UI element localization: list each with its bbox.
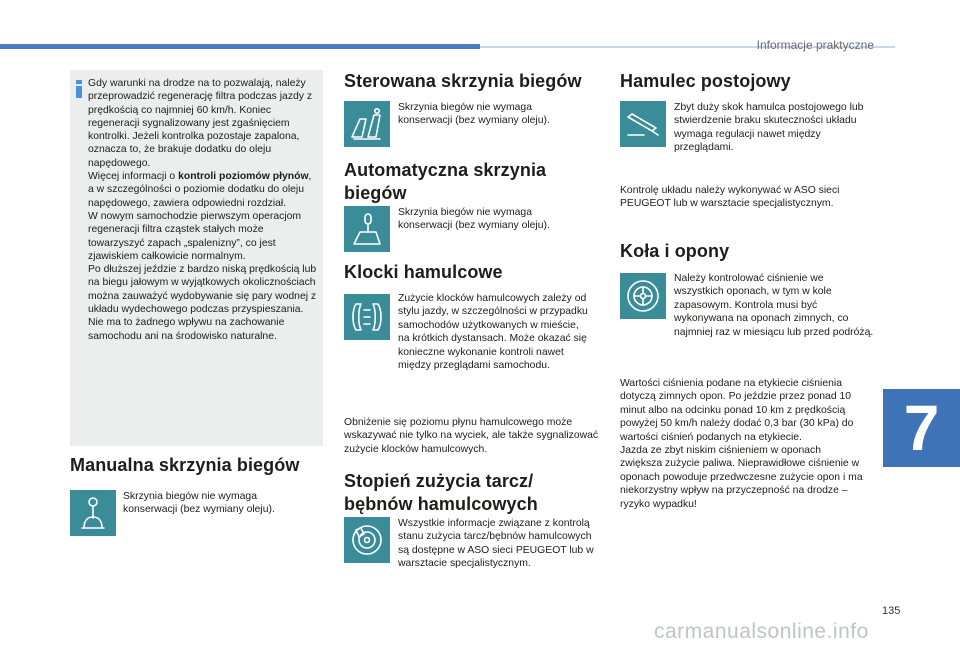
brake-pads-text: Zużycie klocków hamulcowych zależy od stylu jazdy, w szczególności w przypadku samochodów użytkowanych w mieście, na krótkich dystansach. Może okazać się konieczne wykonanie kontroli nawet między przeglądami samochodu. (398, 293, 588, 372)
wheel-icon (620, 273, 666, 319)
info-paragraph-4: Po dłuższej jeździe z bardzo niską prędkością lub na biegu jałowym w wyjątkowych okolicznościach można zauważyć wydobywanie się pary wodnej z układu wydechowego podczas przyspieszania. Nie ma to żadnego wpływu na zachowanie samochodu ani na środowisko naturalne. (88, 264, 317, 342)
info-icon (76, 80, 82, 98)
watermark: carmanualsonline.info (654, 620, 869, 643)
manual-gearbox-icon (70, 490, 116, 536)
automatic-gearbox-text: Skrzynia biegów nie wymaga konserwacji (bez wymiany oleju). (398, 207, 550, 232)
page-number: 135 (882, 605, 901, 617)
brake-pads-heading: Klocki hamulcowe (344, 262, 503, 282)
brake-pads-icon (344, 294, 390, 340)
section-number-tab: 7 (883, 389, 960, 467)
disc-wear-text: Wszystkie informacje związane z kontrolą stanu zużycia tarcz/bębnów hamulcowych są dostępne w ASO sieci PEUGEOT lub w warsztacie specjalistycznym. (398, 518, 594, 570)
tyre-risk-note: Jazda ze zbyt niskim ciśnieniem w oponach zwiększa zużycie paliwa. Nieprawidłowe ciśnienie w oponach powoduje przedwczesne zużycie opon i ma niekorzystny wpływ na przyczepność na drodze – ryzyko wypadku! (620, 445, 863, 510)
brake-disc-icon (344, 517, 390, 563)
controlled-gearbox-heading: Sterowana skrzynia biegów (344, 71, 582, 91)
parking-brake-text: Zbyt duży skok hamulca postojowego lub stwierdzenie braku skuteczności układu wymaga regulacji nawet między przeglądami. (674, 102, 864, 154)
tyre-pressure-note: Wartości ciśnienia podane na etykiecie ciśnienia dotyczą zimnych opon. Po jeździe przez ponad 10 minut albo na odcinku ponad 10 km z prędkością powyżej 50 km/h należy dodać 0,3 bar (30 kPa) do wartości ciśnień podanych na etykiecie. (620, 378, 854, 443)
controlled-gearbox-icon (344, 101, 390, 147)
parking-brake-icon (620, 101, 666, 147)
info-paragraph-2: Więcej informacji o kontroli poziomów płynów, a w szczególności o poziomie dodatku do oleju napędowego, zawiera odpowiedni rozdział. (88, 171, 312, 209)
info-paragraph-1: Gdy warunki na drodze na to pozwalają, należy przeprowadzić regenerację filtra podczas jazdy z prędkością co najmniej 60 km/h. Koniec regeneracji sygnalizowany jest zgaśnięciem kontrolki. Jeżeli kontrolka pozostaje zapalona, oznacza to, że brakuje dodatku do oleju napędowego. (88, 78, 313, 169)
automatic-gearbox-heading: Automatyczna skrzynia biegów (344, 160, 547, 203)
chapter-title: Informacje praktyczne (756, 38, 874, 52)
parking-brake-heading: Hamulec postojowy (620, 71, 791, 91)
controlled-gearbox-text: Skrzynia biegów nie wymaga konserwacji (bez wymiany oleju). (398, 102, 550, 127)
info-paragraph-3: W nowym samochodzie pierwszym operacjom regeneracji filtra cząstek stałych może towarzyszyć zapach „spalenizny”, co jest zjawiskiem całkowicie normalnym. (88, 210, 302, 262)
manual-gearbox-heading: Manualna skrzynia biegów (70, 455, 300, 475)
info-box-text (88, 77, 320, 343)
header-bar-primary (0, 44, 480, 49)
parking-brake-note: Kontrolę układu należy wykonywać w ASO sieci PEUGEOT lub w warsztacie specjalistycznym. (620, 185, 840, 210)
manual-gearbox-text: Skrzynia biegów nie wymaga konserwacji (bez wymiany oleju). (123, 491, 275, 516)
brake-fluid-note: Obniżenie się poziomu płynu hamulcowego może wskazywać nie tylko na wyciek, ale także sygnalizować zużycie klocków hamulcowych. (344, 417, 599, 455)
wheels-tyres-text: Należy kontrolować ciśnienie we wszystkich oponach, w tym w kole zapasowym. Kontrola musi być wykonywana na oponach zimnych, co najmniej raz w miesiącu lub przed podróżą. (674, 273, 874, 338)
disc-wear-heading: Stopień zużycia tarcz/ bębnów hamulcowych (344, 471, 538, 514)
automatic-gearbox-icon (344, 206, 390, 252)
wheels-tyres-notes (620, 377, 865, 511)
wheels-tyres-heading: Koła i opony (620, 241, 730, 261)
